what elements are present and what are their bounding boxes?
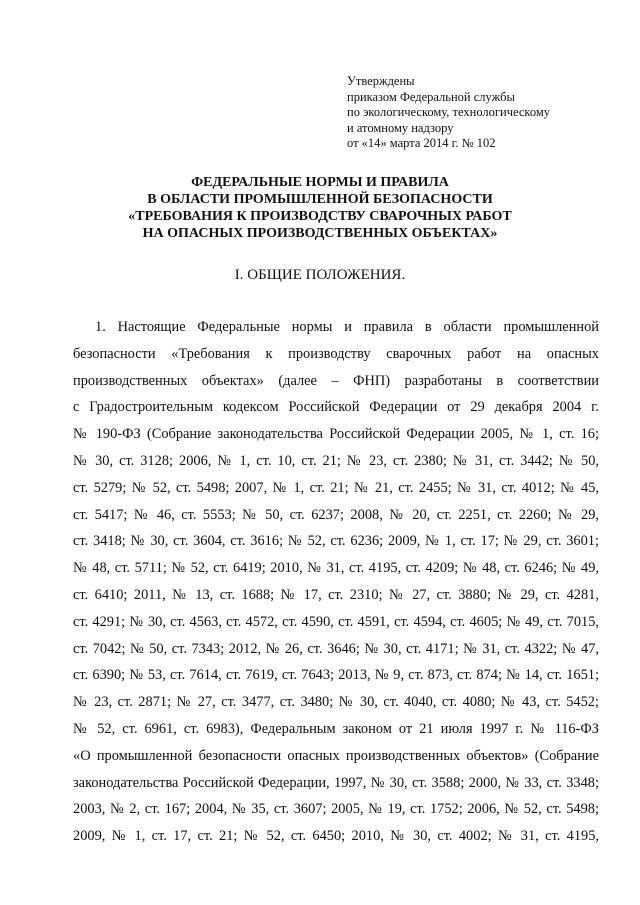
paragraph-line: 2003, № 2, ст. 167; 2004, № 35, ст. 3607; 2005, № 19, ст. 1752; 2006, № 52, ст. 5498; <box>73 801 599 818</box>
approval-line: Утверждены <box>347 74 415 88</box>
paragraph-line: № 52, ст. 6961, ст. 6983), Федеральным законом от 21 июля 1997 г. № 116-ФЗ <box>73 720 599 737</box>
paragraph-line: ст. 6410; 2011, № 13, ст. 1688; № 17, ст. 2310; № 27, ст. 3880; № 29, ст. 4281, <box>73 586 599 603</box>
approval-line: приказом Федеральной службы <box>347 89 515 104</box>
approval-line: от «14» марта 2014 г. № 102 <box>347 136 496 151</box>
paragraph-line: производственных объектах» (далее – ФНП) разработаны в соответствии <box>73 372 599 389</box>
paragraph-line: 1. Настоящие Федеральные нормы и правила в области промышленной <box>95 319 599 335</box>
approval-line: и атомному надзору <box>347 120 454 135</box>
paragraph-line: ст. 4291; № 30, ст. 4563, ст. 4572, ст. 4590, ст. 4591, ст. 4594, ст. 4605; № 49, ст. 7015, <box>73 613 599 630</box>
paragraph-line: ст. 3418; № 30, ст. 3604, ст. 3616; № 52, ст. 6236; 2009, № 1, ст. 17; № 29, ст. 3601; <box>73 533 599 550</box>
paragraph-line: «О промышленной безопасности опасных производственных объектов» (Собрание <box>73 747 599 764</box>
paragraph-line: № 23, ст. 2871; № 27, ст. 3477, ст. 3480; № 30, ст. 4040, ст. 4080; № 43, ст. 5452; <box>73 694 599 711</box>
title-line: «ТРЕБОВАНИЯ К ПРОИЗВОДСТВУ СВАРОЧНЫХ РАБОТ <box>128 209 512 224</box>
paragraph-line: № 48, ст. 5711; № 52, ст. 6419; 2010, № 31, ст. 4195, ст. 4209; № 48, ст. 6246; № 49, <box>73 560 599 577</box>
paragraph-line: ст. 7042; № 50, ст. 7343; 2012, № 26, ст. 3646; № 30, ст. 4171; № 31, ст. 4322; № 47, <box>73 640 599 657</box>
title-line: ФЕДЕРАЛЬНЫЕ НОРМЫ И ПРАВИЛА <box>191 175 449 190</box>
section-heading: I. ОБЩИЕ ПОЛОЖЕНИЯ. <box>234 267 406 283</box>
paragraph-line: законодательства Российской Федерации, 1997, № 30, ст. 3588; 2000, № 33, ст. 3348; <box>73 774 599 791</box>
paragraph-line: № 190-ФЗ (Собрание законодательства Российской Федерации 2005, № 1, ст. 16; <box>73 426 599 443</box>
approval-line: по экологическому, технологическому <box>347 105 551 120</box>
paragraph-line: ст. 5279; № 52, ст. 5498; 2007, № 1, ст. 21; № 21, ст. 2455; № 31, ст. 4012; № 45, <box>73 479 599 496</box>
document-title <box>0 174 640 242</box>
paragraph-line: ст. 6390; № 53, ст. 7614, ст. 7619, ст. 7643; 2013, № 9, ст. 873, ст. 874; № 14, ст. 1651; <box>73 667 599 684</box>
body-paragraph <box>73 314 599 850</box>
paragraph-line: с Градостроительным кодексом Российской Федерации от 29 декабря 2004 г. <box>73 399 599 416</box>
approval-block <box>347 74 550 152</box>
paragraph-line: 2009, № 1, ст. 17, ст. 21; № 52, ст. 6450; 2010, № 30, ст. 4002; № 31, ст. 4195, <box>73 828 599 845</box>
paragraph-line: ст. 5417; № 46, ст. 5553; № 50, ст. 6237; 2008, № 20, ст. 2251, ст. 2260; № 29, <box>73 506 599 523</box>
paragraph-line: № 30, ст. 3128; 2006, № 1, ст. 10, ст. 21; № 23, ст. 2380; № 31, ст. 3442; № 50, <box>73 452 599 469</box>
title-line: В ОБЛАСТИ ПРОМЫШЛЕННОЙ БЕЗОПАСНОСТИ <box>147 192 493 207</box>
paragraph-line: безопасности «Требования к производству сварочных работ на опасных <box>73 345 599 362</box>
title-line: НА ОПАСНЫХ ПРОИЗВОДСТВЕННЫХ ОБЪЕКТАХ» <box>142 226 498 241</box>
